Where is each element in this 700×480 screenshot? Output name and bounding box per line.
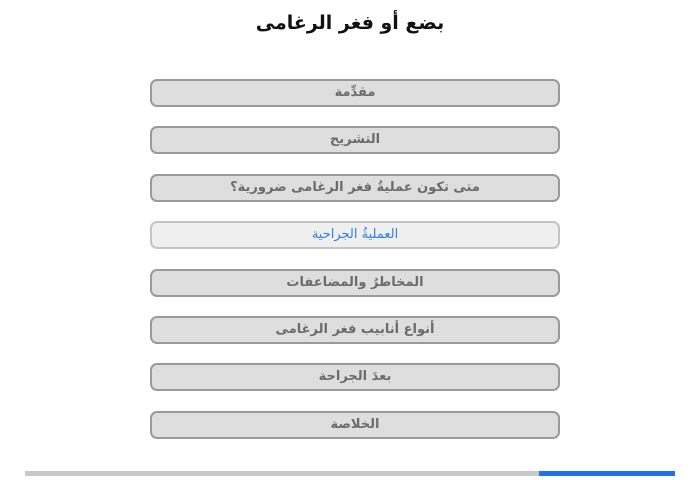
chapter-menu bbox=[150, 79, 560, 458]
menu-item-tube-types[interactable]: أنواع أنابيب فغر الرغامى bbox=[150, 316, 560, 344]
menu-item-introduction[interactable]: مقدِّمة bbox=[150, 79, 560, 107]
progress-bar bbox=[25, 471, 675, 476]
menu-item-anatomy[interactable]: التشريح bbox=[150, 126, 560, 154]
menu-item-surgery[interactable]: العمليةُ الجراحية bbox=[150, 221, 560, 249]
progress-bar-fill bbox=[539, 471, 676, 476]
menu-item-risks[interactable]: المخاطرُ والمضاعفات bbox=[150, 269, 560, 297]
page-title: بضع أو فغر الرغامى bbox=[255, 12, 445, 34]
menu-item-after-surgery[interactable]: بعدَ الجراحة bbox=[150, 363, 560, 391]
menu-item-summary[interactable]: الخلاصة bbox=[150, 411, 560, 439]
menu-item-when-needed[interactable]: متى تكون عمليةُ فغر الرغامى ضرورية؟ bbox=[150, 174, 560, 202]
